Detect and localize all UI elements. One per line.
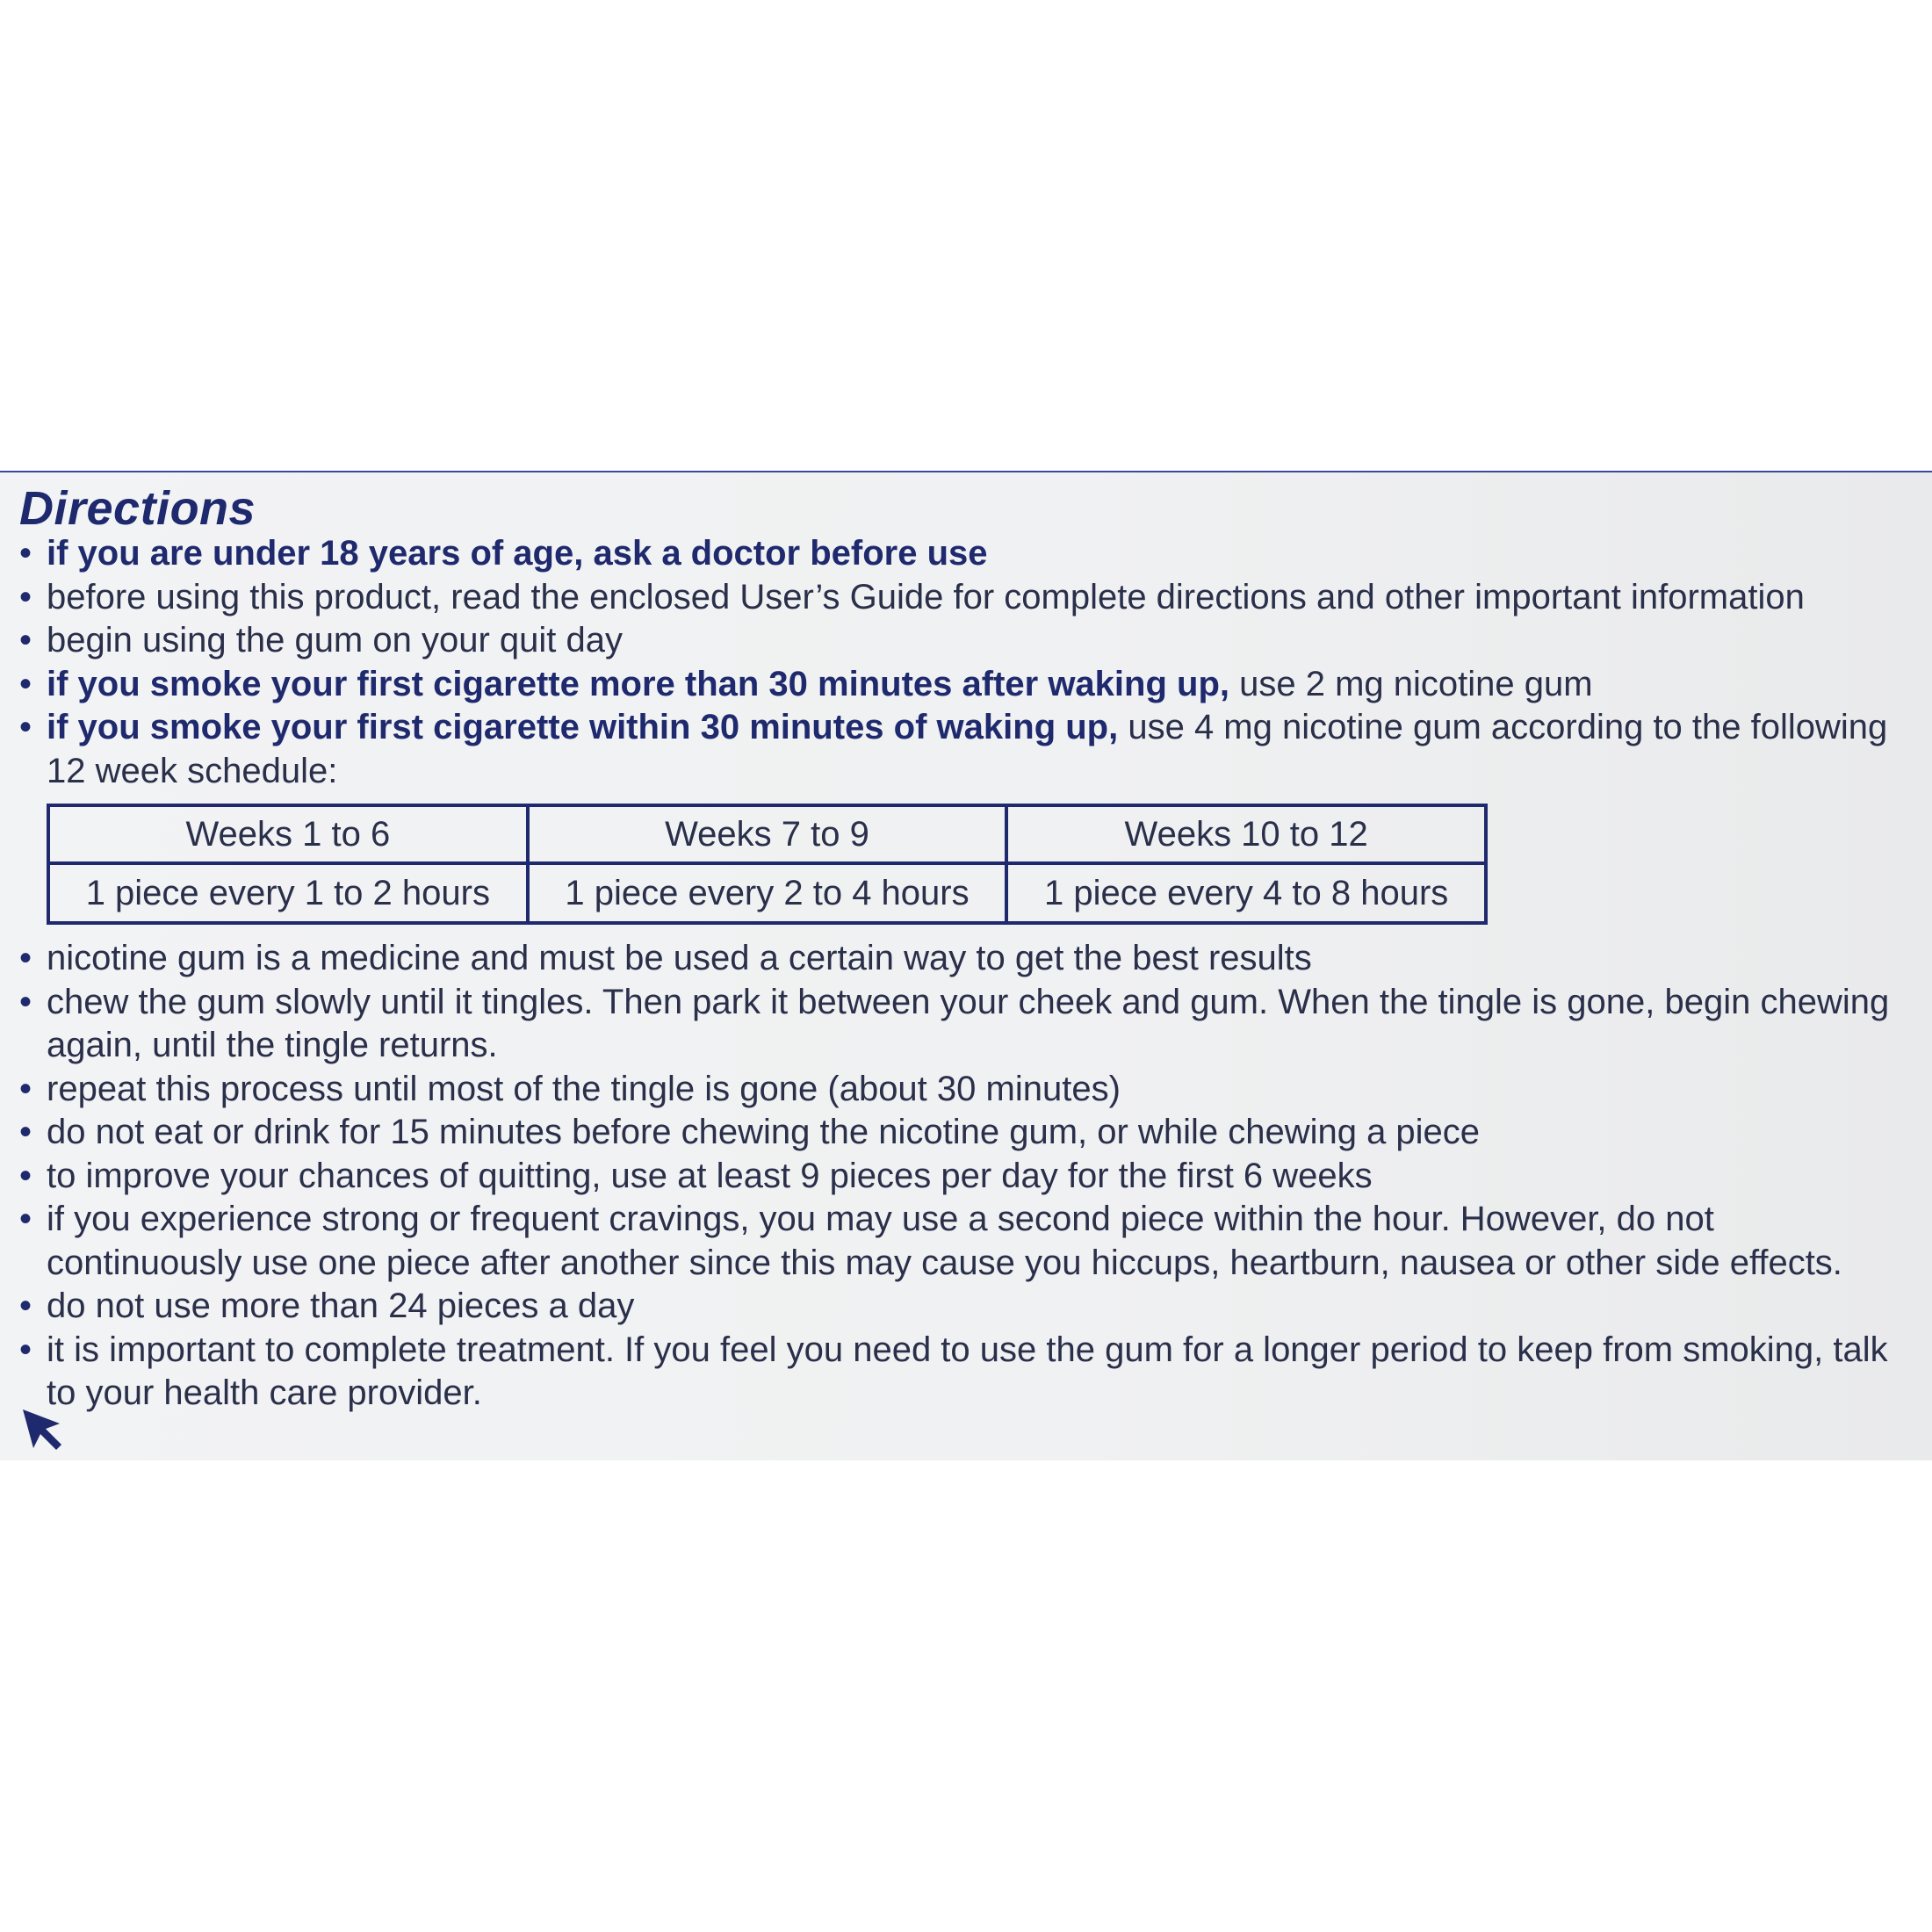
item-text: before using this product, read the enclosed User’s Guide for complete directions and other important information	[47, 577, 1805, 616]
item-text: use 2 mg nicotine gum	[1229, 664, 1593, 703]
item-bold-text: if you are under 18 years of age, ask a doctor before use	[47, 534, 988, 573]
list-item	[19, 663, 1907, 707]
list-item	[19, 1068, 1907, 1112]
bullet-glyph: •	[19, 1287, 32, 1325]
item-bold-text: if you smoke your first cigarette within 30 minutes of waking up,	[47, 708, 1119, 746]
table-row	[48, 863, 1486, 923]
list-item	[19, 706, 1907, 793]
directions-heading: Directions	[19, 482, 256, 535]
table-cell: 1 piece every 2 to 4 hours	[528, 863, 1007, 923]
item-text: do not eat or drink for 15 minutes before chewing the nicotine gum, or while chewing a piece	[47, 1113, 1481, 1151]
bullet-glyph: •	[19, 621, 32, 660]
list-item	[19, 1155, 1907, 1199]
bullet-glyph: •	[19, 534, 32, 573]
table-header-cell: Weeks 7 to 9	[528, 805, 1007, 863]
item-text: if you experience strong or frequent cravings, you may use a second piece within the hour. However, do not continuously use one piece after another since this may cause you hiccups, heartburn, nausea or other side effects.	[47, 1200, 1842, 1282]
item-text: to improve your chances of quitting, use at least 9 pieces per day for the first 6 weeks	[47, 1156, 1373, 1195]
item-text: do not use more than 24 pieces a day	[47, 1287, 635, 1325]
list-item	[19, 1285, 1907, 1329]
item-text: repeat this process until most of the tingle is gone (about 30 minutes)	[47, 1069, 1121, 1108]
bullet-glyph: •	[19, 1200, 32, 1238]
item-text: nicotine gum is a medicine and must be used a certain way to get the best results	[47, 939, 1312, 977]
list-item	[19, 1198, 1907, 1285]
list-item	[19, 937, 1907, 981]
item-bold-text: if you smoke your first cigarette more than 30 minutes after waking up,	[47, 664, 1229, 703]
bullet-glyph: •	[19, 982, 32, 1021]
bullet-glyph: •	[19, 939, 32, 977]
bullet-glyph: •	[19, 1156, 32, 1195]
item-text: it is important to complete treatment. If you feel you need to use the gum for a longer period to keep from smoking, talk to your health care provider.	[47, 1330, 1888, 1412]
list-item	[19, 532, 1907, 576]
item-text: begin using the gum on your quit day	[47, 621, 623, 660]
directions-panel	[0, 471, 1932, 1460]
bullet-glyph: •	[19, 1069, 32, 1108]
table-header-cell: Weeks 1 to 6	[48, 805, 528, 863]
arrow-pointer-icon	[21, 1408, 65, 1452]
list-item	[19, 619, 1907, 663]
bullet-glyph: •	[19, 1113, 32, 1151]
table-header-row	[48, 805, 1486, 863]
dosing-schedule-table	[47, 804, 1488, 925]
bullet-glyph: •	[19, 708, 32, 746]
directions-list	[19, 532, 1907, 1416]
list-item	[19, 1111, 1907, 1155]
table-cell: 1 piece every 4 to 8 hours	[1006, 863, 1486, 923]
table-header-cell: Weeks 10 to 12	[1006, 805, 1486, 863]
list-item	[19, 576, 1907, 620]
schedule-table-container	[19, 793, 1907, 937]
bullet-glyph: •	[19, 1330, 32, 1369]
table-cell: 1 piece every 1 to 2 hours	[48, 863, 528, 923]
list-item	[19, 1329, 1907, 1416]
item-text: use 4 mg nicotine gum according to the following 12 week schedule:	[47, 708, 1888, 790]
bullet-glyph: •	[19, 577, 32, 616]
item-text: chew the gum slowly until it tingles. Then park it between your cheek and gum. When the tingle is gone, begin chewing again, until the tingle returns.	[47, 982, 1890, 1064]
list-item	[19, 981, 1907, 1068]
bullet-glyph: •	[19, 664, 32, 703]
